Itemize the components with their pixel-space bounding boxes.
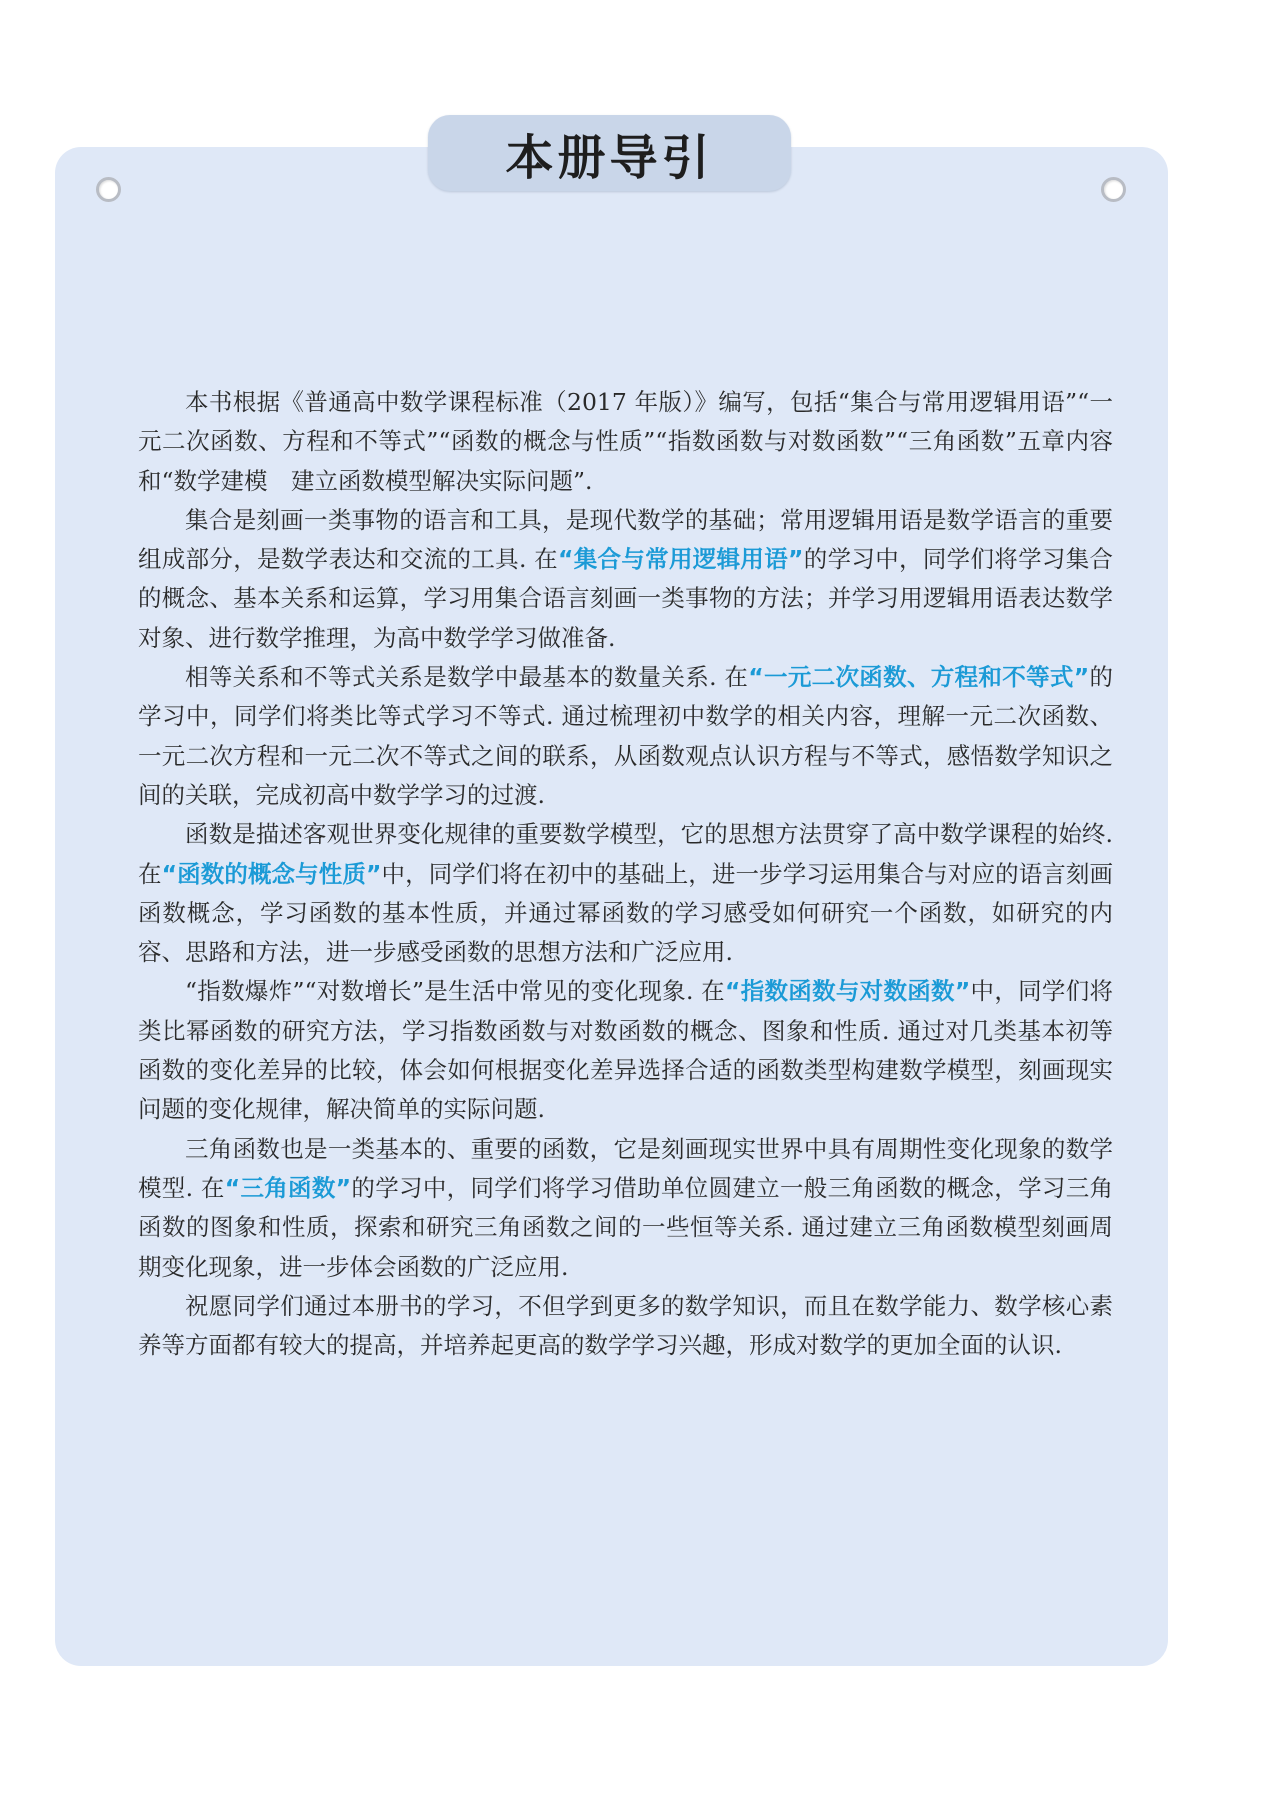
guide-text	[138, 383, 1113, 1365]
paragraph-2	[138, 501, 1113, 658]
paragraph-text: 集合是刻画一类事物的语言和工具，是现代数学的基础；常用逻辑用语是数学语言的重要组成部分，是数学表达和交流的工具. 在	[138, 505, 1113, 574]
binder-hole-right	[1101, 177, 1126, 202]
paragraph-6	[138, 1130, 1113, 1287]
chapter-highlight-sets-logic: “集合与常用逻辑用语”	[558, 545, 804, 574]
paragraph-text: 三角函数也是一类基本的、重要的函数，它是刻画现实世界中具有周期性变化现象的数学模型. 在	[138, 1134, 1113, 1202]
paragraph-1	[138, 383, 1113, 501]
paragraph-3	[138, 658, 1113, 815]
paragraph-text: 中，同学们将在初中的基础上，进一步学习运用集合与对应的语言刻画函数概念，学习函数的基本性质，并通过幂函数的学习感受如何研究一个函数，如研究的内容、思路和方法，进一步感受函数的思想方法和广泛应用.	[138, 859, 1114, 967]
paragraph-text: “指数爆炸”“对数增长”是生活中常见的变化现象. 在	[185, 977, 725, 1006]
paragraph-text: 函数是描述客观世界变化规律的重要数学模型，它的思想方法贯穿了高中数学课程的始终. 在	[138, 820, 1113, 888]
chapter-highlight-trig: “三角函数”	[224, 1173, 352, 1202]
chapter-highlight-quadratic: “一元二次函数、方程和不等式”	[748, 663, 1090, 692]
paragraph-text: 祝愿同学们通过本册书的学习，不但学到更多的数学知识，而且在数学能力、数学核心素养等方面都有较大的提高，并培养起更高的数学学习兴趣，形成对数学的更加全面的认识.	[138, 1291, 1113, 1360]
paragraph-text: 的学习中，同学们将学习集合的概念、基本关系和运算，学习用集合语言刻画一类事物的方法；并学习用逻辑用语表达数学对象、进行数学推理，为高中数学学习做准备.	[138, 545, 1113, 652]
paragraph-text: 的学习中，同学们将类比等式学习不等式. 通过梳理初中数学的相关内容，理解一元二次函数、一元二次方程和一元二次不等式之间的联系，从函数观点认识方程与不等式，感悟数学知识之间的关联，完成初高中数学学习的过渡.	[138, 663, 1113, 809]
paragraph-text: 相等关系和不等式关系是数学中最基本的数量关系. 在	[185, 663, 749, 692]
chapter-highlight-function-concept: “函数的概念与性质”	[161, 859, 382, 888]
page-title: 本册导引	[505, 129, 714, 186]
binder-hole-left	[96, 177, 121, 202]
paragraph-text: 中，同学们将类比幂函数的研究方法，学习指数函数与对数函数的概念、图象和性质. 通过对几类基本初等函数的变化差异的比较，体会如何根据变化差异选择合适的函数类型构建数学模型，刻画现实问题的变化规律，解决简单的实际问题.	[138, 977, 1114, 1124]
paragraph-4	[138, 815, 1113, 972]
paragraph-7	[138, 1287, 1113, 1366]
paragraph-text: 本书根据《普通高中数学课程标准（2017 年版）》编写，包括“集合与常用逻辑用语”“一元二次函数、方程和不等式”“函数的概念与性质”“指数函数与对数函数”“三角函数”五章内容和“数学建模 建立函数模型解决实际问题”.	[138, 388, 1113, 495]
chapter-highlight-exp-log: “指数函数与对数函数”	[724, 977, 971, 1006]
paragraph-5	[138, 972, 1113, 1129]
title-tab	[428, 115, 791, 191]
paragraph-text: 的学习中，同学们将学习借助单位圆建立一般三角函数的概念，学习三角函数的图象和性质，探索和研究三角函数之间的一些恒等关系. 通过建立三角函数模型刻画周期变化现象，进一步体会函数的广泛应用.	[138, 1173, 1114, 1281]
